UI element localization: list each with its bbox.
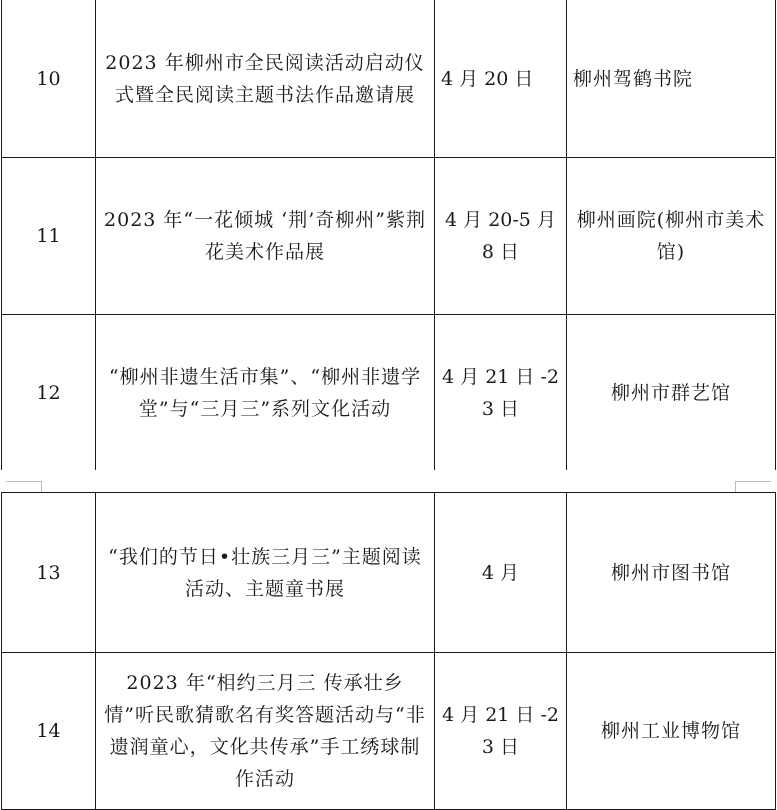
activity-date: 4 月	[435, 493, 567, 653]
activity-venue: 柳州驾鹤书院	[567, 0, 776, 158]
crop-mark-right	[735, 481, 771, 492]
page-break	[0, 470, 777, 492]
activity-date: 4 月 20 日	[435, 0, 567, 158]
activity-table-page-1	[1, 0, 776, 471]
row-number: 14	[2, 653, 96, 810]
activity-venue: 柳州市图书馆	[567, 493, 776, 653]
row-number: 10	[2, 0, 96, 158]
activity-venue: 柳州市群艺馆	[567, 315, 776, 471]
activity-name: 2023 年“相约三月三 传承壮乡情”听民歌猜歌名有奖答题活动与“非遗润童心，文化共传承”手工绣球制作活动	[96, 653, 435, 810]
row-number: 12	[2, 315, 96, 471]
table-row	[2, 493, 776, 653]
table-row	[2, 158, 776, 315]
activity-date: 4 月 21 日 -23 日	[435, 653, 567, 810]
activity-name: “我们的节日•壮族三月三”主题阅读活动、主题童书展	[96, 493, 435, 653]
table-row	[2, 315, 776, 471]
row-number: 13	[2, 493, 96, 653]
activity-name: “柳州非遗生活市集”、“柳州非遗学堂”与“三月三”系列文化活动	[96, 315, 435, 471]
activity-date: 4 月 20-5 月 8 日	[435, 158, 567, 315]
activity-name: 2023 年“一花倾城 ‘荆’奇柳州”紫荆花美术作品展	[96, 158, 435, 315]
activity-table-page-2	[1, 492, 776, 810]
activity-venue: 柳州画院(柳州市美术馆)	[567, 158, 776, 315]
crop-mark-left	[6, 481, 42, 492]
activity-date: 4 月 21 日 -23 日	[435, 315, 567, 471]
table-row	[2, 653, 776, 810]
row-number: 11	[2, 158, 96, 315]
activity-name: 2023 年柳州市全民阅读活动启动仪式暨全民阅读主题书法作品邀请展	[96, 0, 435, 158]
table-row	[2, 0, 776, 158]
activity-venue: 柳州工业博物馆	[567, 653, 776, 810]
